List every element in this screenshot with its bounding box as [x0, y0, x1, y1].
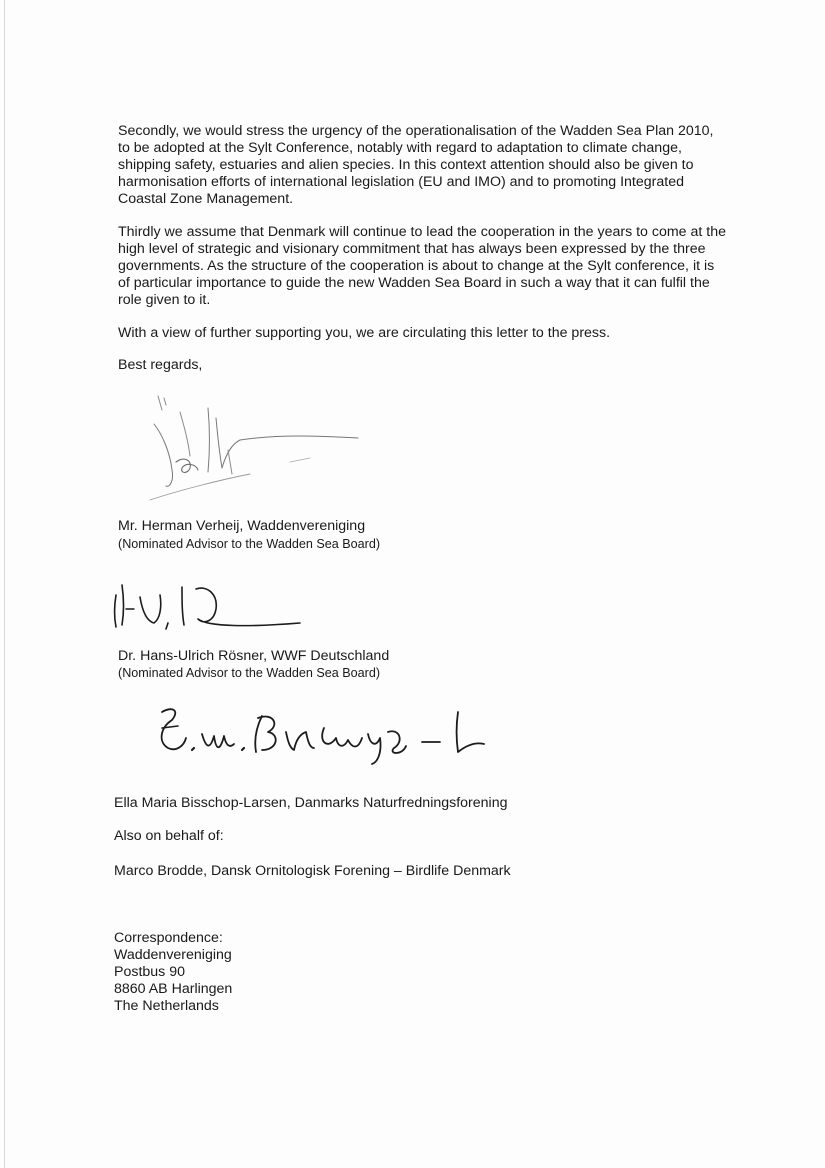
signatory-note-roesner: (Nominated Advisor to the Wadden Sea Board): [118, 666, 381, 680]
signature-verheij: [140, 390, 370, 515]
correspondence-city: 8860 AB Harlingen: [114, 981, 233, 997]
closing-salutation: Best regards,: [118, 357, 203, 373]
paragraph-thirdly: Thirdly we assume that Denmark will continue to lead the cooperation in the years to come at the high level of strategic and visionary commitment that has always been expressed by the three governments. As the structure of the cooperation is about to change at the Sylt conference, it is of particular importance to guide the new Wadden Sea Board in such a way that it can fulfil the role given to it.: [118, 224, 727, 308]
paragraph-press: With a view of further supporting you, we are circulating this letter to the press.: [118, 325, 611, 341]
correspondence-label: Correspondence:: [114, 930, 223, 946]
also-on-behalf-name: Marco Brodde, Dansk Ornitologisk Forening – Birdlife Denmark: [114, 863, 511, 879]
signatory-note-verheij: (Nominated Advisor to the Wadden Sea Board): [118, 537, 381, 551]
signatory-name-verheij: Mr. Herman Verheij, Waddenvereniging: [118, 518, 366, 534]
correspondence-country: The Netherlands: [114, 998, 219, 1014]
signatory-name-bisschop-larsen: Ella Maria Bisschop-Larsen, Danmarks Naturfredningsforening: [114, 795, 508, 811]
also-on-behalf-label: Also on behalf of:: [114, 828, 224, 844]
correspondence-org: Waddenvereniging: [114, 947, 232, 963]
signature-bisschop-larsen: [150, 698, 510, 773]
correspondence-postbus: Postbus 90: [114, 964, 185, 980]
signature-roesner: [110, 575, 310, 640]
paragraph-secondly: Secondly, we would stress the urgency of the operationalisation of the Wadden Sea Plan 2010, to be adopted at the Sylt Conference, notably with regard to adaptation to climate change, shipping safety, estuaries and alien species. In this context attention should also be given to harmonisation efforts of international legislation (EU and IMO) and to promoting Integrated Coastal Zone Management.: [118, 123, 714, 207]
scan-edge: [4, 0, 5, 1168]
correspondence-address: [114, 930, 232, 1015]
signatory-name-roesner: Dr. Hans-Ulrich Rösner, WWF Deutschland: [118, 648, 390, 664]
